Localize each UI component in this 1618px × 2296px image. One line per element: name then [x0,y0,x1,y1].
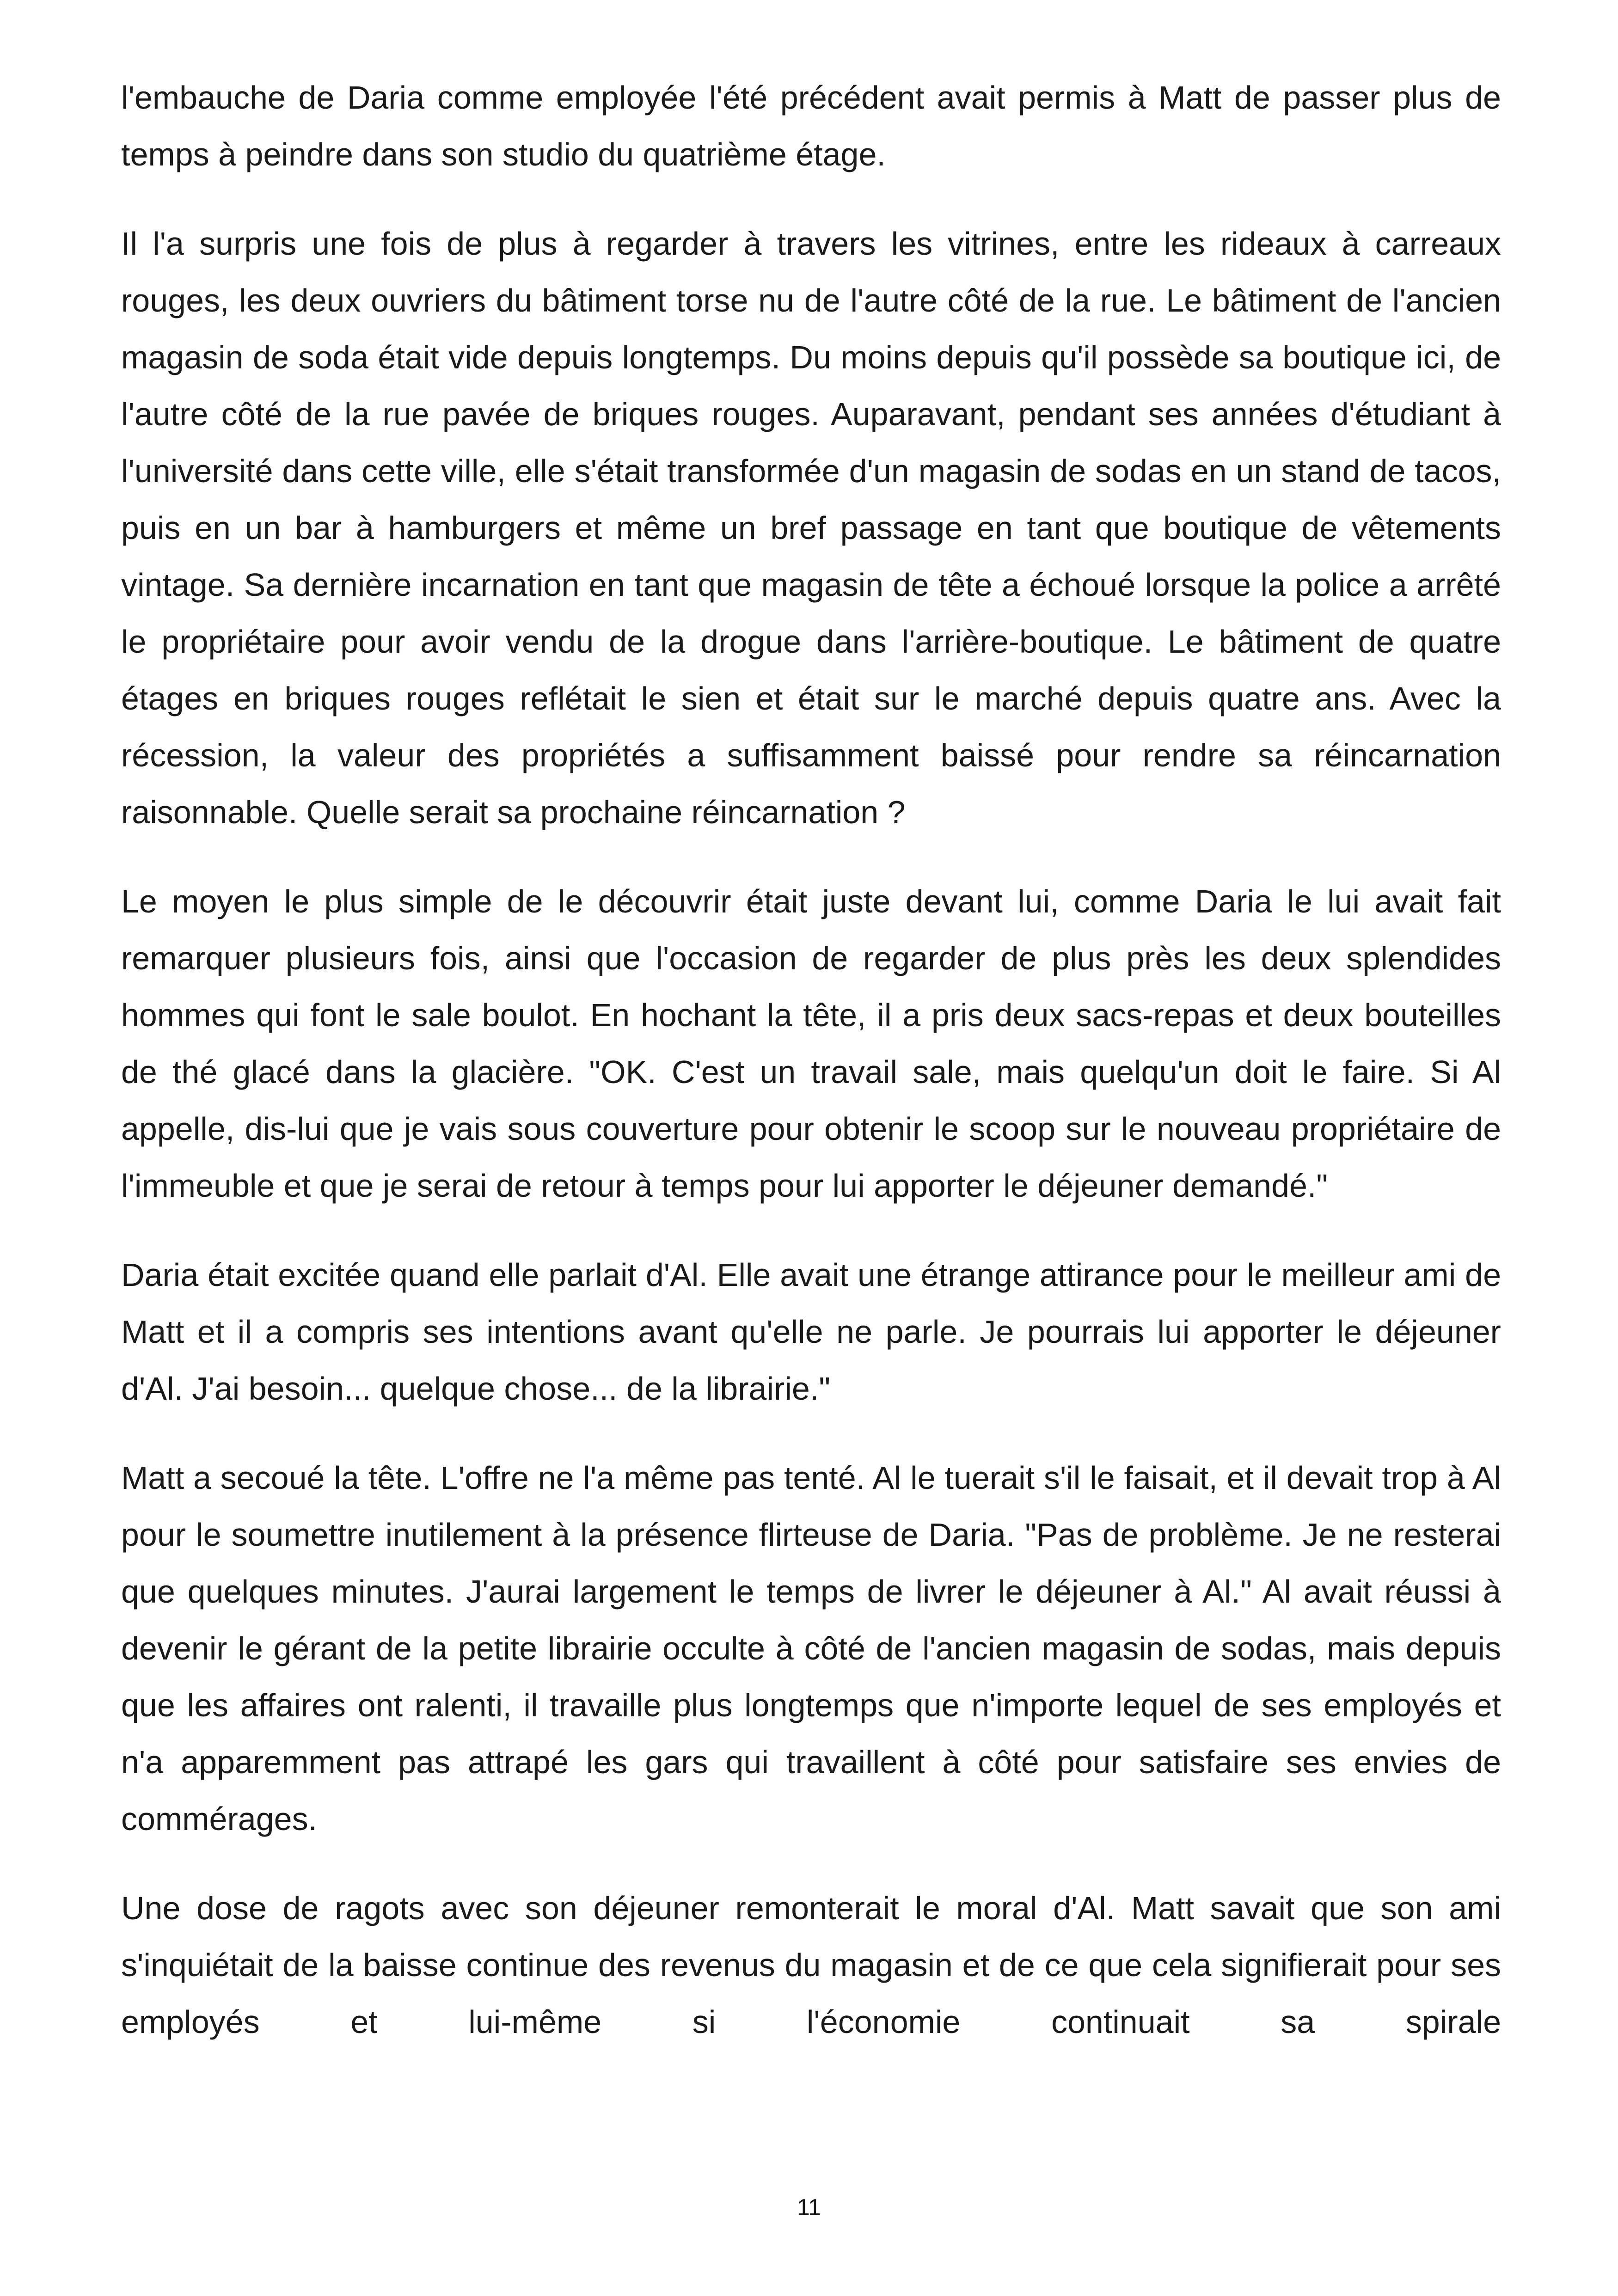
page-number: 11 [797,2194,821,2220]
paragraph-6: Une dose de ragots avec son déjeuner remonterait le moral d'Al. Matt savait que son ami s'inquiétait de la baisse continue des revenus du magasin et de ce que cela signifierait pour ses employés et lui-même si l'économie continuait sa spirale [121,1890,1501,2040]
paragraph-5: Matt a secoué la tête. L'offre ne l'a même pas tenté. Al le tuerait s'il le faisait, et il devait trop à Al pour le soumettre inutilement à la présence flirteuse de Daria. "Pas de problème. Je ne resterai que quelques minutes. J'aurai largement le temps de livrer le déjeuner à Al." Al avait réussi à devenir le gérant de la petite librairie occulte à côté de l'ancien magasin de sodas, mais depuis que les affaires ont ralenti, il travaille plus longtemps que n'importe lequel de ses employés et n'a apparemment pas attrapé les gars qui travaillent à côté pour satisfaire ses envies de commérages. [121,1460,1501,1837]
body-text [121,69,1501,2083]
paragraph-1: l'embauche de Daria comme employée l'été précédent avait permis à Matt de passer plus de temps à peindre dans son studio du quatrième étage. [121,80,1501,172]
paragraph-3: Le moyen le plus simple de le découvrir était juste devant lui, comme Daria le lui avait fait remarquer plusieurs fois, ainsi que l'occasion de regarder de plus près les deux splendides hommes qui font le sale boulot. En hochant la tête, il a pris deux sacs-repas et deux bouteilles de thé glacé dans la glacière. "OK. C'est un travail sale, mais quelqu'un doit le faire. Si Al appelle, dis-lui que je vais sous couverture pour obtenir le scoop sur le nouveau propriétaire de l'immeuble et que je serai de retour à temps pour lui apporter le déjeuner demandé." [121,883,1501,1204]
paragraph-4: Daria était excitée quand elle parlait d'Al. Elle avait une étrange attirance pour le meilleur ami de Matt et il a compris ses intentions avant qu'elle ne parle. Je pourrais lui apporter le déjeuner d'Al. J'ai besoin... quelque chose... de la librairie." [121,1257,1501,1407]
paragraph-2: Il l'a surpris une fois de plus à regarder à travers les vitrines, entre les rideaux à carreaux rouges, les deux ouvriers du bâtiment torse nu de l'autre côté de la rue. Le bâtiment de l'ancien magasin de soda était vide depuis longtemps. Du moins depuis qu'il possède sa boutique ici, de l'autre côté de la rue pavée de briques rouges. Auparavant, pendant ses années d'étudiant à l'université dans cette ville, elle s'était transformée d'un magasin de sodas en un stand de tacos, puis en un bar à hamburgers et même un bref passage en tant que boutique de vêtements vintage. Sa dernière incarnation en tant que magasin de tête a échoué lorsque la police a arrêté le propriétaire pour avoir vendu de la drogue dans l'arrière-boutique. Le bâtiment de quatre étages en briques rouges reflétait le sien et était sur le marché depuis quatre ans. Avec la récession, la valeur des propriétés a suffisamment baissé pour rendre sa réincarnation raisonnable. Quelle serait sa prochaine réincarnation ? [121,226,1501,830]
